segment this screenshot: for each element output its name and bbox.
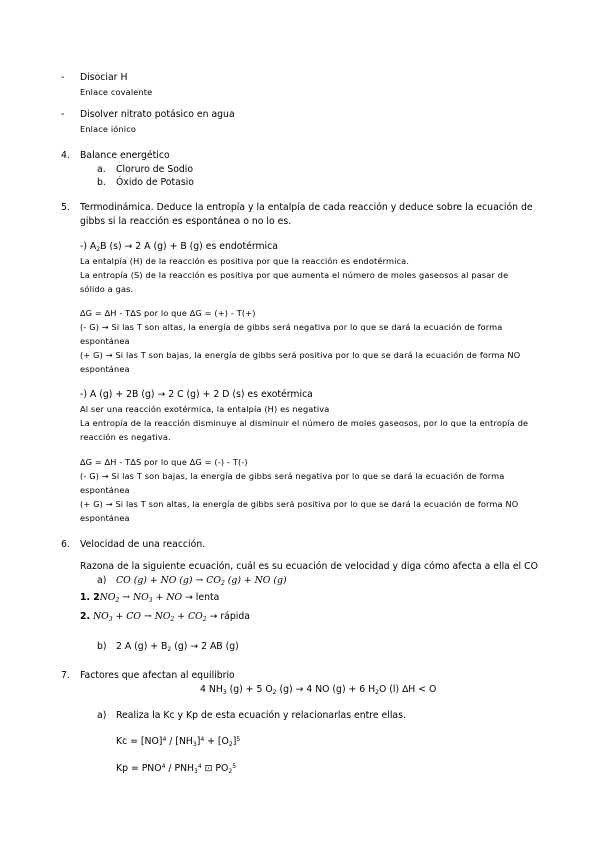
text-line: espontánea — [80, 364, 130, 374]
equilibrium-equation: 4 $NH_3$ (g) + 5 $O_2$ (g) → 4 NO (g) + 6 $H_2O$ (l) ∆H < O — [200, 684, 437, 696]
text-line: (+ G) → Si las T son altas, la energía de gibbs será positiva por lo que se dará la ecuación de forma NO — [80, 499, 519, 509]
mechanism-step-1: 1. $2NO_2 \to NO_3$ + NO → lenta — [80, 592, 220, 604]
item-title: Disociar H — [80, 72, 128, 83]
section-number: 7. — [61, 670, 70, 681]
list-marker: a) — [97, 710, 107, 721]
text-line: reacción es negativa. — [80, 432, 171, 442]
text-line: La entalpía (H) de la reacción es positiva por que la reacción es endotérmica. — [80, 256, 410, 266]
list-item: Cloruro de Sodio — [116, 164, 194, 175]
list-item: Realiza la Kc y Kp de esta ecuación y relacionarlas entre ellas. — [116, 710, 406, 721]
list-item: Óxido de Potasio — [116, 177, 194, 188]
section-number: 6. — [61, 539, 70, 550]
section-title-cont: gibbs si la reacción es espontánea o no lo es. — [80, 216, 292, 227]
section-title: Termodinámica. Deduce la entropía y la entalpía de cada reacción y deduce sobre la ecuación de — [80, 202, 533, 213]
mechanism-step-2: 2. $NO_3$ + CO → $NO_2 + CO_2$ → rápida — [80, 611, 250, 623]
text-line: espontánea — [80, 485, 130, 495]
list-marker: a) — [97, 575, 107, 586]
reaction-equation: CO (g) + NO $(g) \to CO_2$ (g) + NO (g) — [116, 575, 287, 587]
reaction-header: -) $A_2B$ (s) → 2 A (g) + B (g) es endotérmica — [80, 241, 278, 253]
reaction-header: -) A (g) + 2B (g) → 2 C (g) + 2 D (s) es exotérmica — [80, 389, 313, 400]
gibbs-equation: ∆G = ∆H - T∆S por lo que ∆G = (+) - T(+) — [80, 308, 256, 318]
bullet-dash: - — [61, 72, 65, 83]
section-number: 4. — [61, 150, 70, 161]
item-title: Disolver nitrato potásico en agua — [80, 109, 235, 120]
text-line: Al ser una reacción exotérmica, la entalpía (H) es negativa — [80, 404, 330, 414]
reaction-equation: 2 A $(g) + B_2$ (g) → 2 AB (g) — [116, 641, 239, 653]
section-title: Velocidad de una reacción. — [80, 539, 206, 550]
list-marker: a. — [97, 164, 106, 175]
text-line: La entropía de la reacción disminuye al disminuir el número de moles gaseosos, por lo que la entropía de — [80, 418, 529, 428]
text-line: sólido a gas. — [80, 284, 134, 294]
section-number: 5. — [61, 202, 70, 213]
item-sub: Enlace covalente — [80, 87, 153, 97]
section-title: Balance energético — [80, 150, 170, 161]
prompt-text: Razona de la siguiente ecuación, cuál es su ecuación de velocidad y diga cómo afecta a ella el CO — [80, 561, 538, 572]
text-line: La entropía (S) de la reacción es positiva por que aumenta el número de moles gaseosos al pasar de — [80, 270, 509, 280]
bullet-dash: - — [61, 109, 65, 120]
gibbs-equation: ∆G = ∆H - T∆S por lo que ∆G = (-) - T(-) — [80, 457, 248, 467]
list-marker: b) — [97, 641, 107, 652]
text-line: (+ G) → Si las T son bajas, la energía de gibbs será positiva por lo que se dará la ecuación de forma NO — [80, 350, 521, 360]
text-line: (- G) → Si las T son bajas, la energía de gibbs será negativa por lo que se dará la ecuación de forma — [80, 471, 505, 481]
list-marker: b. — [97, 177, 106, 188]
text-line: (- G) → Si las T son altas, la energía de gibbs será negativa por lo que se dará la ecuación de forma — [80, 322, 503, 332]
section-title: Factores que afectan al equilibrio — [80, 670, 235, 681]
item-sub: Enlace iónico — [80, 124, 137, 134]
text-line: espontánea — [80, 336, 130, 346]
kp-expression: $Kp = PNO^4 / PNH_3^4$ ⊡ $PO_2^5$ — [116, 763, 237, 775]
text-line: espontánea — [80, 513, 130, 523]
kc-expression: $Kc = [NO]^4 / [NH_3]^4 + [O_2]^5$ — [116, 736, 241, 748]
